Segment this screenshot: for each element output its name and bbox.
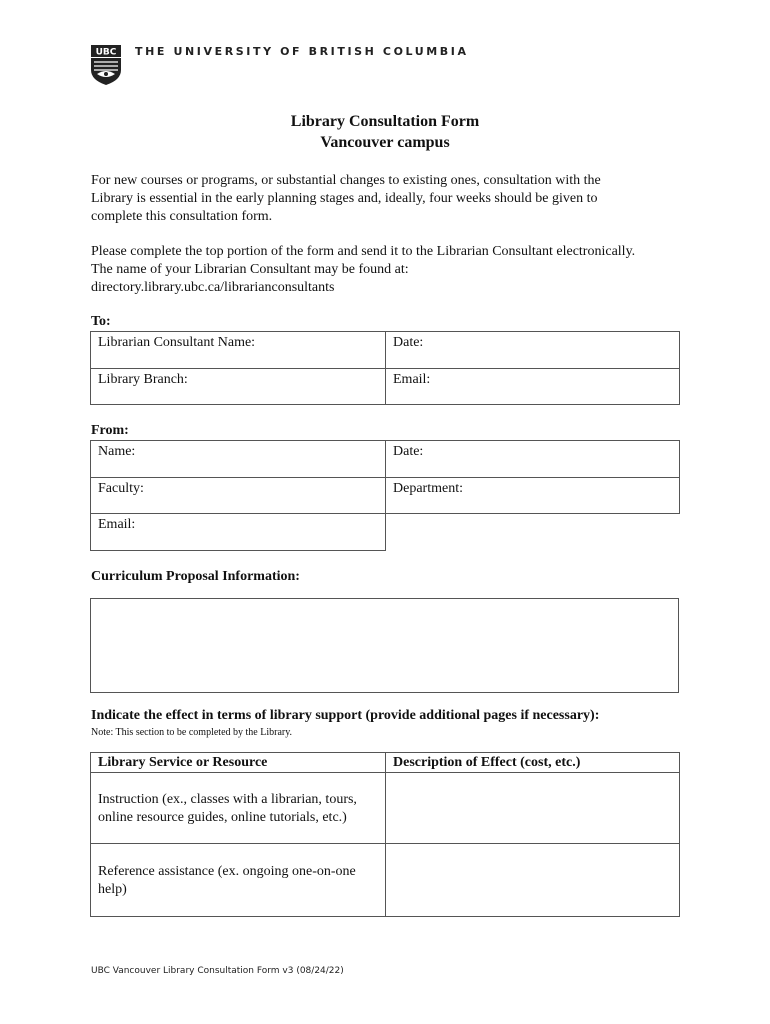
intro-line: Library is essential in the early planning stages and, ideally, four weeks should be given to — [91, 191, 598, 206]
empty-cell — [386, 514, 680, 551]
intro-paragraph-1 — [91, 172, 691, 226]
faculty-field[interactable] — [91, 478, 386, 514]
effect-heading: Indicate the effect in terms of library support (provide additional pages if necessary): — [91, 708, 600, 723]
form-title: Library Consultation Form — [290, 113, 480, 130]
intro-line: Please complete the top portion of the form and send it to the Librarian Consultant electronically. — [91, 244, 636, 259]
footer-version: UBC Vancouver Library Consultation Form v3 (08/24/22) — [91, 966, 344, 976]
library-branch-field[interactable] — [91, 369, 386, 405]
form-subtitle: Vancouver campus — [320, 134, 450, 151]
to-email-label: Email: — [393, 372, 431, 387]
to-date-field[interactable] — [386, 332, 680, 369]
from-table — [90, 440, 680, 551]
reference-effect-field[interactable] — [386, 844, 680, 917]
from-date-label: Date: — [393, 444, 424, 459]
to-table — [90, 331, 680, 405]
curriculum-info-box[interactable] — [90, 598, 679, 693]
from-label: From: — [91, 423, 129, 438]
intro-line: The name of your Librarian Consultant may be found at: — [91, 262, 409, 277]
name-field[interactable] — [91, 441, 386, 478]
department-field[interactable] — [386, 478, 680, 514]
university-name: THE UNIVERSITY OF BRITISH COLUMBIA — [135, 45, 469, 58]
faculty-label: Faculty: — [98, 481, 144, 496]
from-date-field[interactable] — [386, 441, 680, 478]
row-text: online resource guides, online tutorials, etc.) — [98, 810, 347, 825]
intro-paragraph-2 — [91, 243, 691, 297]
curriculum-label: Curriculum Proposal Information: — [91, 569, 300, 584]
effect-note: Note: This section to be completed by the Library. — [91, 727, 293, 738]
name-label: Name: — [98, 444, 136, 459]
from-email-label: Email: — [98, 517, 136, 532]
to-date-label: Date: — [393, 335, 424, 350]
to-label: To: — [91, 314, 111, 329]
instruction-effect-field[interactable] — [386, 773, 680, 844]
consultant-name-label: Librarian Consultant Name: — [98, 335, 256, 350]
from-email-field[interactable] — [91, 514, 386, 551]
library-branch-label: Library Branch: — [98, 372, 188, 387]
ubc-crest-logo — [90, 44, 122, 86]
svg-text:UBC: UBC — [95, 47, 117, 58]
to-email-field[interactable] — [386, 369, 680, 405]
instruction-row-label — [91, 773, 386, 844]
row-text: Reference assistance (ex. ongoing one-on-one — [98, 864, 356, 879]
col-effect-header: Description of Effect (cost, etc.) — [386, 753, 680, 773]
effect-table — [90, 752, 680, 917]
intro-line: For new courses or programs, or substantial changes to existing ones, consultation with the — [91, 173, 601, 188]
row-text: help) — [98, 882, 127, 897]
reference-row-label — [91, 844, 386, 917]
row-text: Instruction (ex., classes with a librarian, tours, — [98, 792, 357, 807]
consultant-name-field[interactable] — [91, 332, 386, 369]
col-service-header: Library Service or Resource — [91, 753, 386, 773]
department-label: Department: — [393, 481, 463, 496]
directory-link[interactable]: directory.library.ubc.ca/librarianconsultants — [91, 280, 335, 295]
intro-line: complete this consultation form. — [91, 209, 273, 224]
